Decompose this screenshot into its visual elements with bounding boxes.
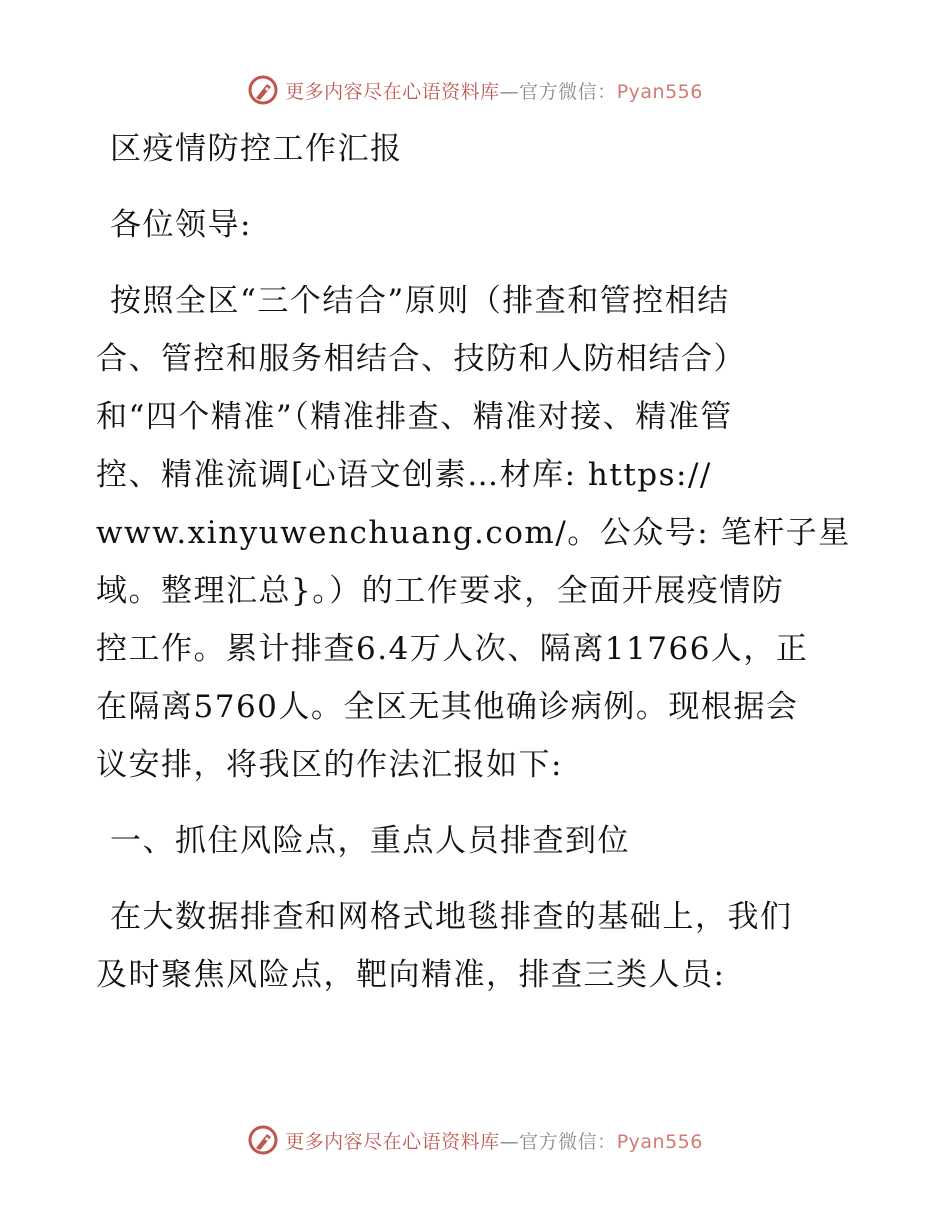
banner-wechat-label: 官方微信：	[519, 80, 617, 103]
banner-wechat-handle: Pyan556	[616, 80, 703, 103]
section-1-heading: 一、抓住风险点，重点人员排查到位	[110, 823, 630, 859]
document-body	[96, 120, 856, 1004]
paragraph-line: 域。整理汇总}。）的工作要求，全面开展疫情防	[96, 573, 785, 609]
paragraph-line: 按照全区“三个结合”原则（排查和管控相结	[110, 283, 730, 319]
paragraph-line: 在大数据排查和网格式地毯排查的基础上，我们	[110, 899, 793, 935]
paragraph-line: 在隔离5760人。全区无其他确诊病例。现根据会	[96, 689, 799, 725]
paragraph-1	[96, 272, 856, 794]
paragraph-line: www.xinyuwenchuang.com/。公众号: 笔杆子星	[96, 515, 851, 551]
pen-nib-logo-icon	[247, 74, 279, 106]
banner-wechat-label: 官方微信：	[519, 1130, 617, 1153]
banner-brand: 更多内容尽在心语资料库	[285, 1130, 500, 1153]
banner-brand: 更多内容尽在心语资料库	[285, 80, 500, 103]
banner-separator: —	[499, 80, 520, 103]
banner-separator: —	[499, 1130, 520, 1153]
paragraph-line: 控工作。累计排查6.4万人次、隔离11766人，正	[96, 631, 809, 667]
banner-wechat-handle: Pyan556	[616, 1130, 703, 1153]
document-title: 区疫情防控工作汇报	[110, 131, 403, 167]
pen-nib-logo-icon	[247, 1124, 279, 1156]
header-banner	[0, 70, 950, 110]
paragraph-line: 及时聚焦风险点，靶向精准，排查三类人员:	[96, 957, 726, 993]
salutation: 各位领导:	[110, 207, 252, 243]
paragraph-2	[96, 888, 856, 1004]
paragraph-line: 议安排，将我区的作法汇报如下:	[96, 747, 563, 783]
paragraph-line: 合、管控和服务相结合、技防和人防相结合）	[96, 341, 746, 377]
paragraph-line: 控、精准流调[心语文创素…材库: https://	[96, 457, 712, 493]
paragraph-line: 和“四个精准”（精准排查、精准对接、精准管	[96, 399, 733, 435]
footer-banner	[0, 1120, 950, 1160]
banner-text	[285, 1127, 703, 1154]
banner-text	[285, 77, 703, 104]
